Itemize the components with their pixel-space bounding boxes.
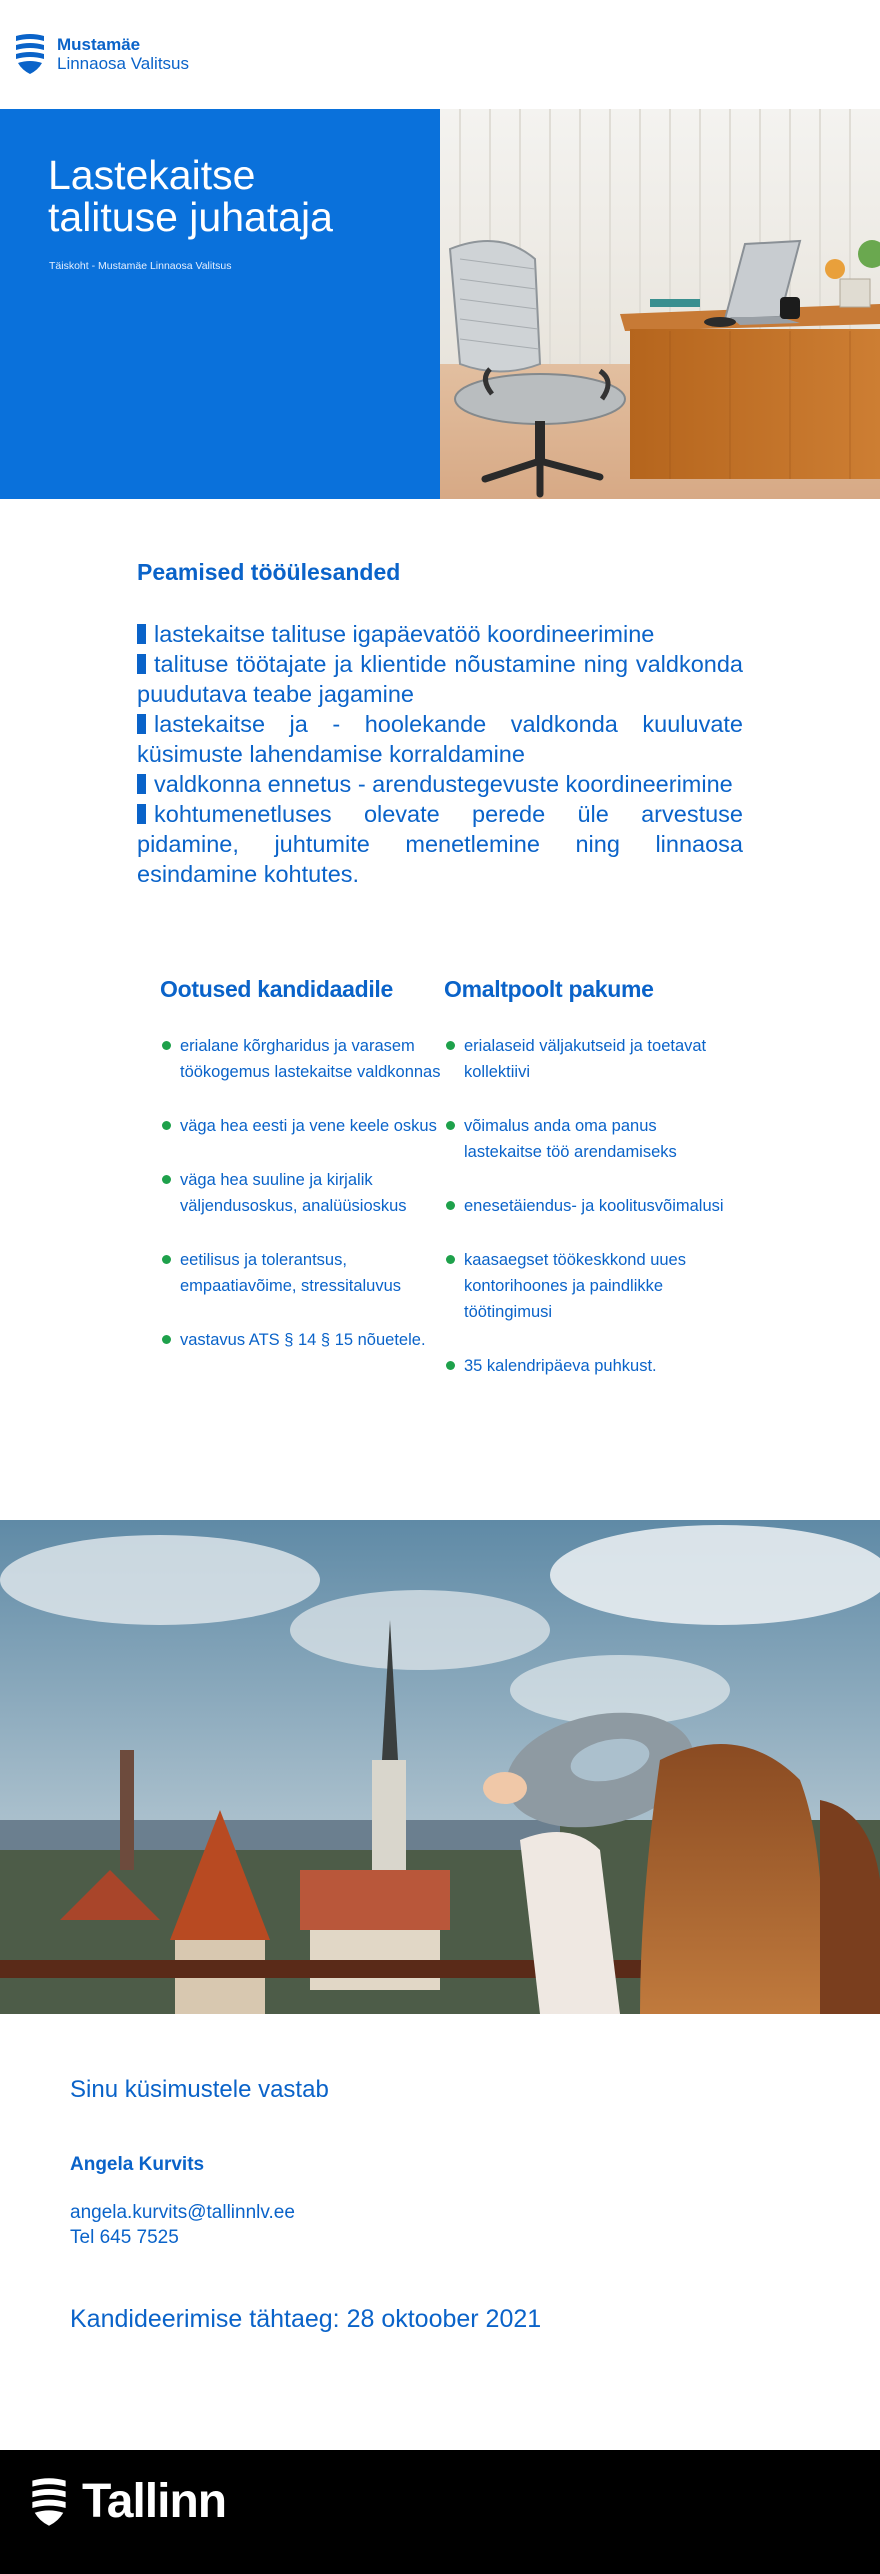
logo-text[interactable] [57, 35, 189, 73]
list-item: eetilisus ja tolerantsus, empaatiavõime, stressitaluvus [160, 1247, 450, 1299]
bullet-bar-icon [137, 714, 146, 734]
list-item: vastavus ATS § 14 § 15 nõuetele. [160, 1327, 450, 1353]
contact-name: Angela Kurvits [70, 2154, 205, 2175]
list-item: erialane kõrgharidus ja varasem töökogemus lastekaitse valdkonnas [160, 1033, 450, 1085]
list-item: 35 kalendripäeva puhkust. [444, 1353, 734, 1379]
title-line1: Lastekaitse [48, 152, 256, 198]
bullet-dot-icon [446, 1121, 455, 1130]
bullet-bar-icon [137, 624, 146, 644]
page-title [48, 154, 428, 238]
bullet-dot-icon [162, 1255, 171, 1264]
list-item: enesetäiendus- ja koolitusvõimalusi [444, 1193, 734, 1219]
bullet-dot-icon [446, 1201, 455, 1210]
bullet-dot-icon [162, 1041, 171, 1050]
list-item: talituse töötajate ja klientide nõustamine ning valdkonda puudutava teabe jagamine [137, 651, 743, 707]
list-item: lastekaitse ja - hoolekande valdkonda kuuluvate küsimuste lahendamise korraldamine [137, 711, 743, 767]
duties-heading: Peamised tööülesanded [137, 559, 401, 585]
expectations-heading: Ootused kandidaadile [160, 976, 393, 1002]
offer-column [444, 976, 734, 1407]
duties-list [137, 619, 743, 889]
list-item: valdkonna ennetus - arendustegevuste koordineerimine [137, 769, 743, 799]
list-item: võimalus anda oma panus lastekaitse töö arendamiseks [444, 1113, 734, 1165]
expectations-column [160, 976, 450, 1381]
list-item: väga hea suuline ja kirjalik väljendusoskus, analüüsioskus [160, 1167, 450, 1219]
girl-binoculars-tallinn-oldtown-photo [0, 1520, 880, 2014]
list-item: erialaseid väljakutseid ja toetavat kollektiivi [444, 1033, 734, 1085]
contact-phone[interactable]: Tel 645 7525 [70, 2227, 179, 2248]
bullet-dot-icon [162, 1335, 171, 1344]
bullet-dot-icon [446, 1255, 455, 1264]
contact-heading: Sinu küsimustele vastab [70, 2076, 329, 2103]
list-item: kaasaegset töökeskkond uues kontorihoones ja paindlikke töötingimusi [444, 1247, 734, 1325]
hero-subtitle: Täiskoht - Mustamäe Linnaosa Valitsus [49, 260, 232, 272]
list-item: lastekaitse talituse igapäevatöö koordineerimine [137, 619, 743, 649]
footer [0, 2450, 880, 2574]
hero-panel [0, 109, 440, 499]
office-desk-chair-photo [440, 109, 880, 499]
bullet-bar-icon [137, 804, 146, 824]
offer-heading: Omaltpoolt pakume [444, 976, 654, 1002]
header [0, 0, 880, 109]
bullet-dot-icon [446, 1361, 455, 1370]
tallinn-shield-icon [14, 33, 46, 75]
bullet-dot-icon [446, 1041, 455, 1050]
contact-email-link[interactable]: angela.kurvits@tallinnlv.ee [70, 2202, 295, 2223]
offer-list [444, 1033, 734, 1379]
title-line2: talituse juhataja [48, 194, 333, 240]
bullet-bar-icon [137, 654, 146, 674]
bullet-dot-icon [162, 1121, 171, 1130]
list-item: kohtumenetluses olevate perede üle arvestuse pidamine, juhtumite menetlemine ning linnaosa esindamine kohtutes. [137, 801, 743, 887]
tallinn-shield-icon [30, 2477, 68, 2527]
hero-banner [0, 109, 880, 499]
bullet-dot-icon [162, 1175, 171, 1184]
application-deadline: Kandideerimise tähtaeg: 28 oktoober 2021 [70, 2305, 542, 2333]
bullet-bar-icon [137, 774, 146, 794]
expectations-list [160, 1033, 450, 1353]
footer-brand[interactable]: Tallinn [82, 2475, 227, 2528]
list-item: väga hea eesti ja vene keele oskus [160, 1113, 450, 1139]
logo-line1: Mustamäe [57, 35, 141, 54]
logo-line2: Linnaosa Valitsus [57, 54, 189, 73]
